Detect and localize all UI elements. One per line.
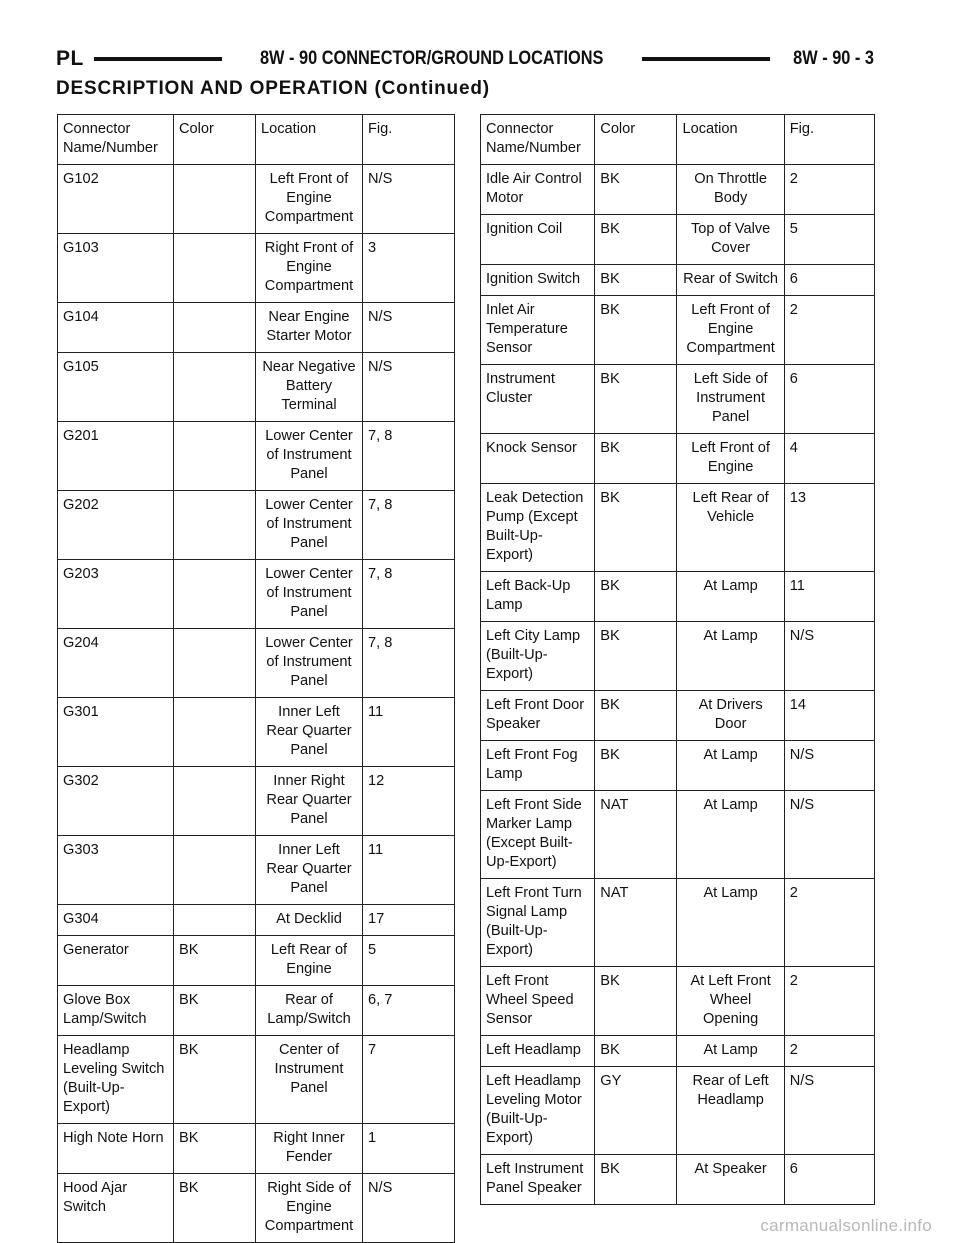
header-rule-left (94, 57, 222, 61)
fig-cell: 13 (784, 484, 874, 572)
column-header-color: Color (174, 115, 256, 165)
location-cell: Lower Center of Instrument Panel (256, 560, 363, 629)
color-cell (174, 905, 256, 936)
color-cell (174, 353, 256, 422)
table-row (481, 967, 875, 1036)
connector-name-cell: Left Headlamp (481, 1036, 595, 1067)
fig-cell: 7, 8 (363, 422, 455, 491)
table-row (58, 165, 455, 234)
color-cell: BK (174, 1124, 256, 1174)
location-cell: At Speaker (677, 1155, 784, 1205)
location-cell: Rear of Lamp/Switch (256, 986, 363, 1036)
location-cell: Lower Center of Instrument Panel (256, 491, 363, 560)
section-title: DESCRIPTION AND OPERATION (Continued) (56, 78, 490, 99)
color-cell: BK (174, 1036, 256, 1124)
fig-cell: 1 (363, 1124, 455, 1174)
fig-cell: 5 (784, 215, 874, 265)
color-cell: BK (595, 1036, 677, 1067)
location-cell: At Left Front Wheel Opening (677, 967, 784, 1036)
fig-cell: 2 (784, 1036, 874, 1067)
fig-cell: N/S (363, 303, 455, 353)
fig-cell: 5 (363, 936, 455, 986)
color-cell: BK (595, 265, 677, 296)
fig-cell: 2 (784, 967, 874, 1036)
connector-name-cell: Leak Detection Pump (Except Built-Up-Export) (481, 484, 595, 572)
table-row (58, 905, 455, 936)
color-cell: BK (595, 484, 677, 572)
connector-name-cell: G304 (58, 905, 174, 936)
location-cell: At Lamp (677, 879, 784, 967)
location-cell: Right Inner Fender (256, 1124, 363, 1174)
fig-cell: N/S (363, 1174, 455, 1243)
table-row (481, 572, 875, 622)
location-cell: Inner Right Rear Quarter Panel (256, 767, 363, 836)
color-cell (174, 629, 256, 698)
connector-name-cell: Knock Sensor (481, 434, 595, 484)
color-cell: BK (595, 967, 677, 1036)
location-cell: Left Front of Engine Compartment (256, 165, 363, 234)
column-header-color: Color (595, 115, 677, 165)
table-row (58, 422, 455, 491)
fig-cell: 12 (363, 767, 455, 836)
fig-cell: 3 (363, 234, 455, 303)
color-cell (174, 234, 256, 303)
location-cell: Left Side of Instrument Panel (677, 365, 784, 434)
table-row (481, 691, 875, 741)
color-cell: BK (595, 572, 677, 622)
location-cell: Rear of Switch (677, 265, 784, 296)
location-cell: Left Front of Engine (677, 434, 784, 484)
connector-name-cell: G303 (58, 836, 174, 905)
fig-cell: 7, 8 (363, 629, 455, 698)
location-cell: Left Rear of Vehicle (677, 484, 784, 572)
fig-cell: 6 (784, 365, 874, 434)
connector-name-cell: G105 (58, 353, 174, 422)
connector-name-cell: Left Back-Up Lamp (481, 572, 595, 622)
column-header-location: Location (256, 115, 363, 165)
location-cell: At Lamp (677, 572, 784, 622)
column-header-connector: Connector Name/Number (58, 115, 174, 165)
fig-cell: 7, 8 (363, 491, 455, 560)
watermark: carmanualsonline.info (760, 1216, 932, 1235)
location-cell: Left Rear of Engine (256, 936, 363, 986)
connector-name-cell: G301 (58, 698, 174, 767)
location-cell: On Throttle Body (677, 165, 784, 215)
color-cell: BK (595, 165, 677, 215)
table-row (58, 303, 455, 353)
table-row (58, 353, 455, 422)
table-row (481, 165, 875, 215)
fig-cell: 11 (784, 572, 874, 622)
color-cell (174, 303, 256, 353)
page-header (56, 45, 874, 73)
color-cell: BK (174, 1174, 256, 1243)
table-row (481, 1067, 875, 1155)
color-cell: BK (595, 434, 677, 484)
table-row (58, 698, 455, 767)
color-cell (174, 767, 256, 836)
table-row (481, 791, 875, 879)
table-header-row (58, 115, 455, 165)
connector-name-cell: Left Front Side Marker Lamp (Except Built-Up-Export) (481, 791, 595, 879)
connector-name-cell: Left Front Wheel Speed Sensor (481, 967, 595, 1036)
table-row (481, 484, 875, 572)
connector-name-cell: Glove Box Lamp/Switch (58, 986, 174, 1036)
location-cell: Right Front of Engine Compartment (256, 234, 363, 303)
fig-cell: 14 (784, 691, 874, 741)
connector-table-right (480, 114, 875, 1205)
table-row (58, 936, 455, 986)
connector-name-cell: Left City Lamp (Built-Up-Export) (481, 622, 595, 691)
connector-name-cell: High Note Horn (58, 1124, 174, 1174)
table-row (481, 365, 875, 434)
table-row (58, 986, 455, 1036)
color-cell (174, 698, 256, 767)
color-cell: BK (595, 296, 677, 365)
column-header-fig: Fig. (784, 115, 874, 165)
connector-name-cell: Ignition Coil (481, 215, 595, 265)
location-cell: Rear of Left Headlamp (677, 1067, 784, 1155)
table-row (58, 491, 455, 560)
header-page-number: 8W - 90 - 3 (793, 48, 875, 69)
fig-cell: 2 (784, 165, 874, 215)
color-cell: BK (174, 986, 256, 1036)
table-row (58, 1036, 455, 1124)
fig-cell: 7 (363, 1036, 455, 1124)
table-row (481, 296, 875, 365)
table-row (58, 560, 455, 629)
location-cell: Left Front of Engine Compartment (677, 296, 784, 365)
table-row (481, 1036, 875, 1067)
table-row (481, 265, 875, 296)
connector-name-cell: G203 (58, 560, 174, 629)
connector-name-cell: G102 (58, 165, 174, 234)
location-cell: Lower Center of Instrument Panel (256, 629, 363, 698)
table-row (481, 741, 875, 791)
location-cell: Center of Instrument Panel (256, 1036, 363, 1124)
fig-cell: 17 (363, 905, 455, 936)
color-cell: BK (595, 691, 677, 741)
color-cell (174, 836, 256, 905)
color-cell: BK (595, 741, 677, 791)
color-cell: GY (595, 1067, 677, 1155)
connector-name-cell: G202 (58, 491, 174, 560)
color-cell (174, 165, 256, 234)
table-row (58, 767, 455, 836)
fig-cell: 6 (784, 265, 874, 296)
column-header-connector: Connector Name/Number (481, 115, 595, 165)
table-row (481, 879, 875, 967)
fig-cell: N/S (363, 165, 455, 234)
table-row (58, 629, 455, 698)
fig-cell: 6, 7 (363, 986, 455, 1036)
header-model-code: PL (56, 47, 84, 70)
connector-name-cell: Instrument Cluster (481, 365, 595, 434)
location-cell: At Lamp (677, 1036, 784, 1067)
fig-cell: 7, 8 (363, 560, 455, 629)
fig-cell: N/S (784, 741, 874, 791)
fig-cell: N/S (784, 791, 874, 879)
connector-name-cell: Inlet Air Temperature Sensor (481, 296, 595, 365)
location-cell: Lower Center of Instrument Panel (256, 422, 363, 491)
color-cell: BK (595, 365, 677, 434)
location-cell: At Lamp (677, 622, 784, 691)
location-cell: At Decklid (256, 905, 363, 936)
column-header-fig: Fig. (363, 115, 455, 165)
table-row (481, 434, 875, 484)
location-cell: At Lamp (677, 791, 784, 879)
connector-name-cell: Left Headlamp Leveling Motor (Built-Up-Export) (481, 1067, 595, 1155)
connector-name-cell: Left Instrument Panel Speaker (481, 1155, 595, 1205)
connector-name-cell: G103 (58, 234, 174, 303)
location-cell: At Lamp (677, 741, 784, 791)
color-cell: BK (595, 1155, 677, 1205)
table-row (58, 836, 455, 905)
table-row (481, 215, 875, 265)
color-cell: NAT (595, 791, 677, 879)
connector-name-cell: Left Front Door Speaker (481, 691, 595, 741)
table-header-row (481, 115, 875, 165)
connector-name-cell: Headlamp Leveling Switch (Built-Up-Export) (58, 1036, 174, 1124)
fig-cell: N/S (784, 1067, 874, 1155)
table-row (58, 1124, 455, 1174)
color-cell: BK (595, 622, 677, 691)
fig-cell: 2 (784, 296, 874, 365)
color-cell: BK (595, 215, 677, 265)
connector-table-left (57, 114, 455, 1243)
fig-cell: 11 (363, 836, 455, 905)
location-cell: Near Engine Starter Motor (256, 303, 363, 353)
table-row (481, 622, 875, 691)
column-header-location: Location (677, 115, 784, 165)
fig-cell: N/S (363, 353, 455, 422)
color-cell (174, 491, 256, 560)
connector-name-cell: G201 (58, 422, 174, 491)
fig-cell: 6 (784, 1155, 874, 1205)
color-cell: NAT (595, 879, 677, 967)
fig-cell: 2 (784, 879, 874, 967)
fig-cell: 4 (784, 434, 874, 484)
header-rule-right (642, 57, 770, 61)
location-cell: Right Side of Engine Compartment (256, 1174, 363, 1243)
fig-cell: N/S (784, 622, 874, 691)
table-row (58, 1174, 455, 1243)
color-cell: BK (174, 936, 256, 986)
location-cell: At Drivers Door (677, 691, 784, 741)
connector-name-cell: Ignition Switch (481, 265, 595, 296)
connector-name-cell: Left Front Turn Signal Lamp (Built-Up-Export) (481, 879, 595, 967)
location-cell: Top of Valve Cover (677, 215, 784, 265)
connector-name-cell: G104 (58, 303, 174, 353)
connector-name-cell: Left Front Fog Lamp (481, 741, 595, 791)
location-cell: Inner Left Rear Quarter Panel (256, 698, 363, 767)
connector-name-cell: G302 (58, 767, 174, 836)
connector-name-cell: Generator (58, 936, 174, 986)
fig-cell: 11 (363, 698, 455, 767)
color-cell (174, 422, 256, 491)
connector-name-cell: G204 (58, 629, 174, 698)
connector-name-cell: Idle Air Control Motor (481, 165, 595, 215)
table-row (58, 234, 455, 303)
location-cell: Near Negative Battery Terminal (256, 353, 363, 422)
connector-name-cell: Hood Ajar Switch (58, 1174, 174, 1243)
location-cell: Inner Left Rear Quarter Panel (256, 836, 363, 905)
header-section-title: 8W - 90 CONNECTOR/GROUND LOCATIONS (260, 48, 604, 69)
table-row (481, 1155, 875, 1205)
color-cell (174, 560, 256, 629)
